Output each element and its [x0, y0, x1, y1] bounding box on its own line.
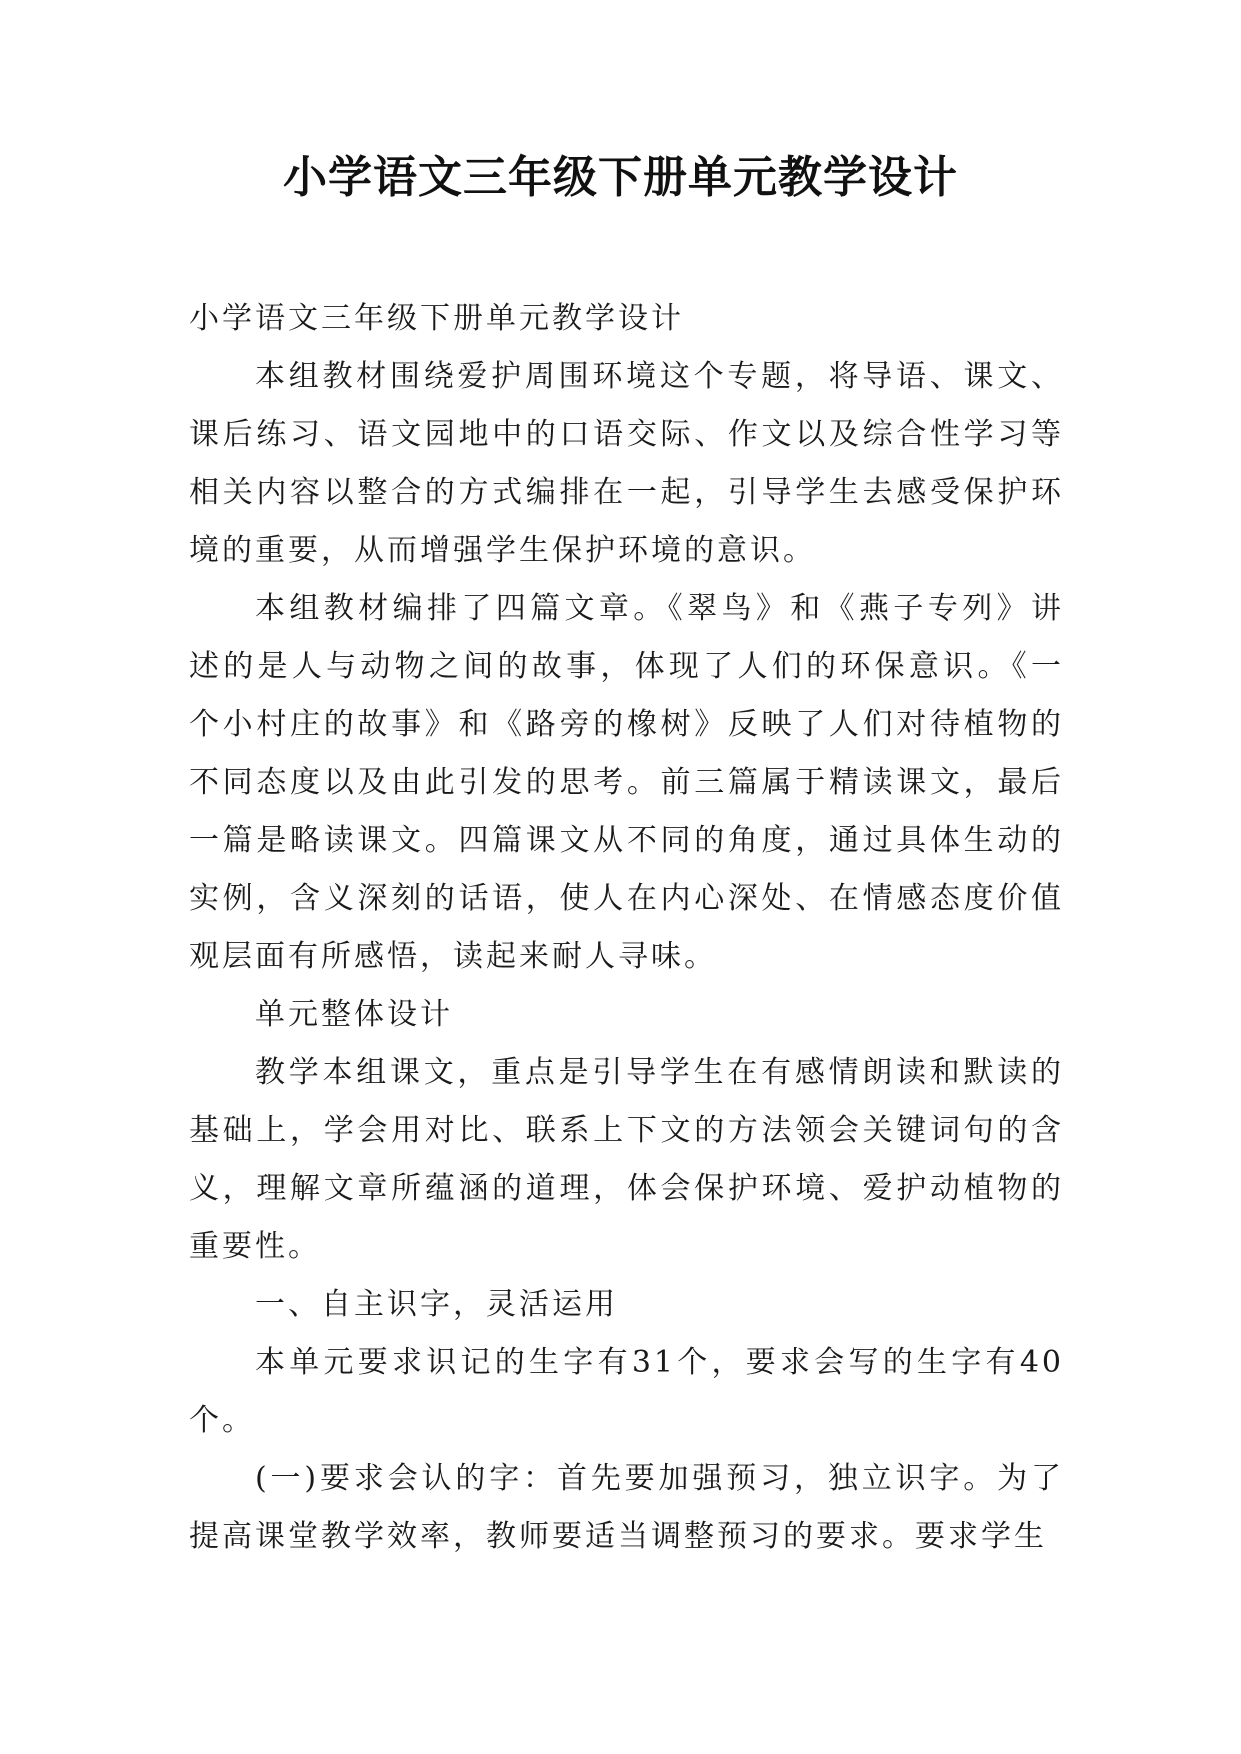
section-heading: 单元整体设计 — [255, 997, 453, 1032]
body-paragraph: 本单元要求识记的生字有31个，要求会写的生字有40个。 — [189, 1345, 1064, 1438]
body-paragraph: 本组教材围绕爱护周围环境这个专题，将导语、课文、课后练习、语文园地中的口语交际、作文以及综合性学习等相关内容以整合的方式编排在一起，引导学生去感受保护环境的重要，从而增强学生保护环境的意识。 — [189, 359, 1064, 568]
subtitle-paragraph: 小学语文三年级下册单元教学设计 — [189, 301, 684, 336]
document-title: 小学语文三年级下册单元教学设计 — [283, 152, 958, 203]
section-heading: 一、自主识字，灵活运用 — [255, 1287, 618, 1322]
body-paragraph: (一)要求会认的字：首先要加强预习，独立识字。为了提高课堂教学效率，教师要适当调整预习的要求。要求学生 — [189, 1461, 1064, 1554]
body-paragraph: 本组教材编排了四篇文章。《翠鸟》和《燕子专列》讲述的是人与动物之间的故事，体现了人们的环保意识。《一个小村庄的故事》和《路旁的橡树》反映了人们对待植物的不同态度以及由此引发的思考。前三篇属于精读课文，最后一篇是略读课文。四篇课文从不同的角度，通过具体生动的实例，含义深刻的话语，使人在内心深处、在情感态度价值观层面有所感悟，读起来耐人寻味。 — [189, 591, 1064, 974]
document-body — [189, 290, 1064, 1566]
body-paragraph: 教学本组课文，重点是引导学生在有感情朗读和默读的基础上，学会用对比、联系上下文的方法领会关键词句的含义，理解文章所蕴涵的道理，体会保护环境、爱护动植物的重要性。 — [189, 1055, 1064, 1264]
